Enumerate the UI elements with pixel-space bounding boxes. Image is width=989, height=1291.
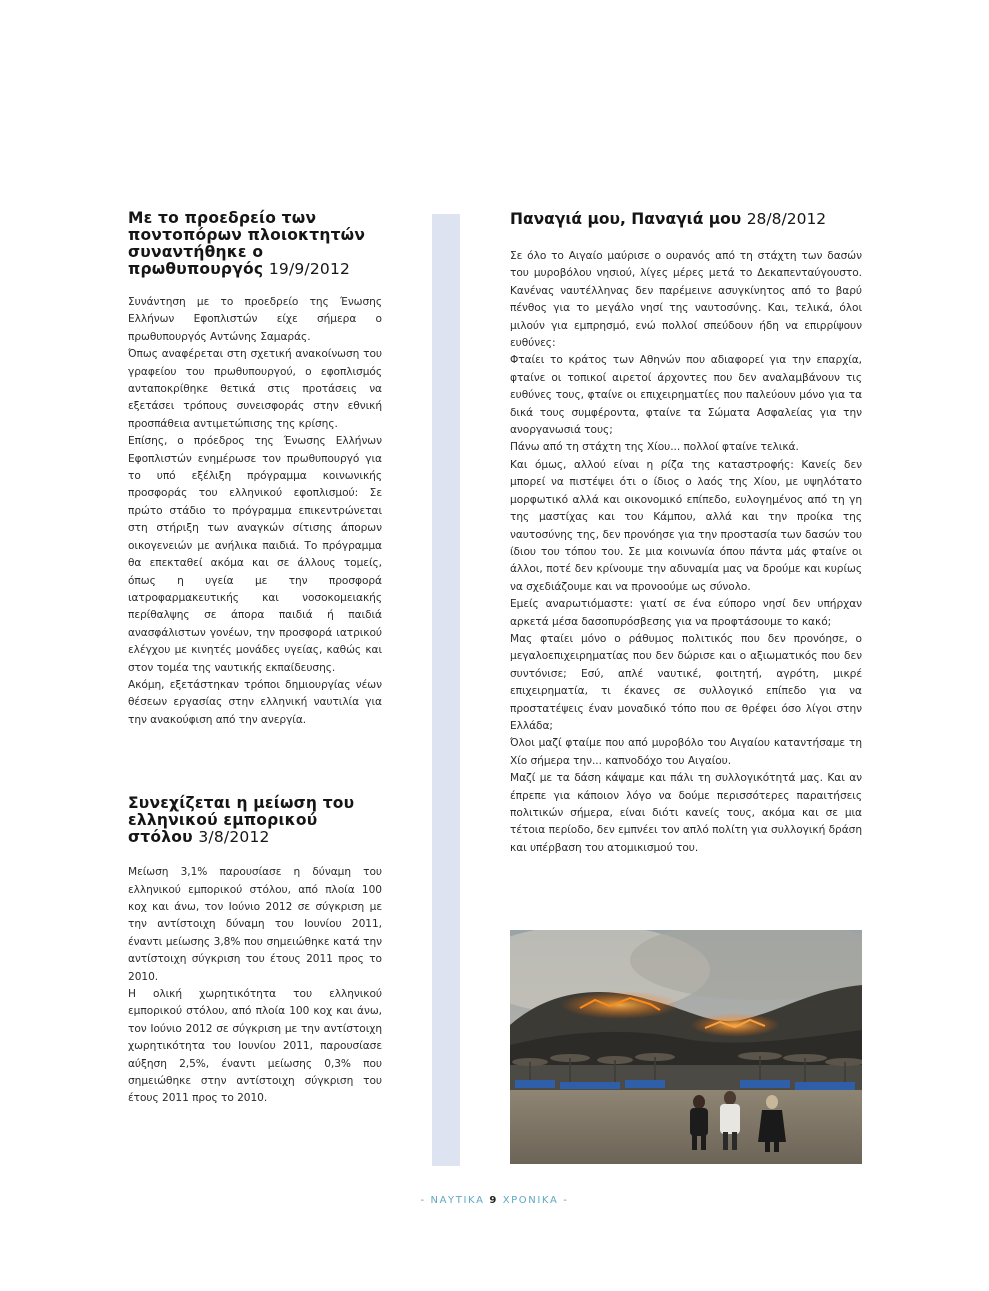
column-divider: [432, 214, 460, 1166]
footer-dash: -: [420, 1195, 426, 1206]
left-column: [128, 210, 382, 1108]
paragraph: Όλοι μαζί φταίμε που από μυροβόλο του Αιγαίου καταντήσαμε τη Χίο σήμερα την... καπνοδόχο του Αιγαίου.: [510, 737, 862, 767]
article-date: 3/8/2012: [198, 828, 270, 847]
footer-dash: -: [563, 1195, 569, 1206]
paragraph: Συνάντηση με το προεδρείο της Ένωσης Ελλήνων Εφοπλιστών είχε σήμερα ο πρωθυπουργός Αντώνης Σαμαράς.: [128, 296, 382, 343]
footer-word: ΧΡΟΝΙΚΑ: [502, 1195, 559, 1206]
article-title: [128, 795, 382, 846]
paragraph: Μείωση 3,1% παρουσίασε η δύναμη του ελληνικού εμπορικού στόλου, από πλοία 100 κοχ και άνω, τον Ιούνιο 2012 σε σύγκριση με την αντίστοιχη δύναμη του Ιουνίου 2011, έναντι μείωσης 3,8% που σημειώθηκε κατά την αντίστοιχη σύγκριση του έτους 2011 προς το 2010.: [128, 866, 382, 983]
paragraph: Μας φταίει μόνο ο ράθυμος πολιτικός που δεν προνόησε, ο μεγαλοεπιχειρηματίας που δεν δώρισε και ο αξιωματικός που δεν συντόνισε; Εσύ, απλέ ναυτικέ, φοιτητή, αγρότη, μικρέ επιχειρηματία, τι έκανες σε συλλογικό επίπεδο για να προστατέψεις έναν μοναδικό τόπο που σε θρέφει όσο λίγοι στην Ελλάδα;: [510, 632, 862, 732]
article-title-text: Συνεχίζεται η μείωση του ελληνικού εμπορικού στόλου: [128, 794, 355, 847]
page-footer: [0, 1195, 989, 1206]
paragraph: Πάνω από τη στάχτη της Χίου... πολλοί φταίνε τελικά.: [510, 441, 799, 454]
right-column: [510, 210, 862, 857]
article-fleet-decline: [128, 795, 382, 1108]
paragraph: Εμείς αναρωτιόμαστε: γιατί σε ένα εύπορο νησί δεν υπήρχαν αρκετά μέσα δασοπυρόσβεσης για να προφτάσουμε το κακό;: [510, 598, 862, 628]
article-chios-fire: [510, 210, 862, 857]
article-body: [128, 864, 382, 1108]
article-body: [510, 248, 862, 857]
paragraph: Ακόμη, εξετάστηκαν τρόποι δημιουργίας νέων θέσεων εργασίας στην ελληνική ναυτιλία για την ανακούφιση από την ανεργία.: [128, 678, 382, 726]
paragraph: Φταίει το κράτος των Αθηνών που αδιαφορεί για την επαρχία, φταίνε οι τοπικοί αιρετοί άρχοντες που δεν αναλαμβάνουν τις ευθύνες τους, φταίνε οι επιχειρηματίες που παλεύουν μόνο για τα δικά τους συμφέροντα, φταίνε τα Σώματα Ασφαλείας για την ανοργανωσιά τους;: [510, 354, 862, 437]
paragraph: Η ολική χωρητικότητα του ελληνικού εμπορικού στόλου, από πλοία 100 κοχ και άνω, τον Ιούνιο 2012 σε σύγκριση με την αντίστοιχη χωρητικότητα του Ιουνίου 2011, παρουσίασε αύξηση 2,5%, έναντι μείωσης 0,3% που σημειώθηκε στην αντίστοιχη σύγκριση του έτους 2011 προς το 2010.: [128, 988, 382, 1105]
wildfire-beach-photo: [510, 930, 862, 1164]
footer-word: ΝΑΥΤΙΚΑ: [430, 1195, 485, 1206]
article-title: [128, 210, 382, 278]
article-pm-meeting: [128, 210, 382, 729]
paragraph: Όπως αναφέρεται στη σχετική ανακοίνωση του γραφείου του πρωθυπουργού, ο εφοπλισμός ανταποκρίθηκε θετικά στις προτάσεις να εξετάσει τρόπους συνεισφοράς στην εθνική προσπάθεια αντιμετώπισης της κρίσης.: [128, 348, 382, 430]
article-date: 19/9/2012: [268, 260, 351, 278]
page-number: 9: [489, 1195, 498, 1206]
article-title: [510, 210, 862, 228]
article-body: [128, 294, 382, 729]
article-title-text: Παναγιά μου, Παναγιά μου: [510, 210, 742, 228]
paragraph: Μαζί με τα δάση κάψαμε και πάλι τη συλλογικότητά μας. Και αν έπρεπε για κάποιον λόγο να δούμε περισσότερες παραιτήσεις πολιτικών σήμερα, είναι διότι κανείς τους, ακόμα και σε μια τέτοια περίοδο, δεν εμπνέει τον απλό πολίτη για συλλογική δράση και υπέρβαση του ατομικισμού του.: [510, 772, 862, 854]
article-date: 28/8/2012: [746, 210, 827, 228]
paragraph: Και όμως, αλλού είναι η ρίζα της καταστροφής: Κανείς δεν μπορεί να πιστέψει ότι ο ίδιος ο λαός της Χίου, με υψηλότατο μορφωτικό αλλά και οικονομικό επίπεδο, ευλογημένος από τη γη της μαστίχας και του Κάμπου, αλλά και την προίκα της ναυτοσύνης της, δεν προνόησε για την προστασία των δασών του ίδιου του τόπου του. Σε μια κοινωνία όπου πάντα μάς φταίνε οι άλλοι, ποτέ δεν κρίνουμε την αδυναμία μας να δρούμε και κυρίως να σχεδιάζουμε και να προνοούμε ως σύνολο.: [510, 458, 862, 593]
paragraph: Σε όλο το Αιγαίο μαύρισε ο ουρανός από τη στάχτη των δασών του μυροβόλου νησιού, λίγες μέρες μετά το Δεκαπενταύγουστο. Κανένας ναυτέλληνας δεν παρέμεινε ασυγκίνητος από το βαρύ πένθος για το μεγάλο νησί της ναυτοσύνης. Και, τελικά, όλοι μιλούν για εμπρησμό, ενώ πολλοί σπεύδουν ήδη να επιρρίψουν ευθύνες:: [510, 250, 862, 350]
paragraph: Επίσης, ο πρόεδρος της Ένωσης Ελλήνων Εφοπλιστών ενημέρωσε τον πρωθυπουργό για το υπό εξέλιξη πρόγραμμα κοινωνικής προσφοράς του ελληνικού εφοπλισμού: Σε πρώτο στάδιο το πρόγραμμα επικεντρώνεται στη στήριξη των αναγκών σίτισης άπορων οικογενειών με ανήλικα παιδιά. Το πρόγραμμα θα επεκταθεί ακόμα και σε άλλους τομείς, όπως η υγεία με την προσφορά ιατροφαρμακευτικής και νοσοκομειακής περίθαλψης σε άπορα παιδιά ή παιδιά ανασφάλιστων γονέων, την προσφορά ιατρικού ελέγχου με κινητές μονάδες υγείας, καθώς και στον τομέα της ναυτικής εκπαίδευσης.: [128, 435, 382, 674]
article-title-text: Με το προεδρείο των ποντοπόρων πλοιοκτητών συναντήθηκε ο πρωθυπουργός: [128, 209, 366, 278]
